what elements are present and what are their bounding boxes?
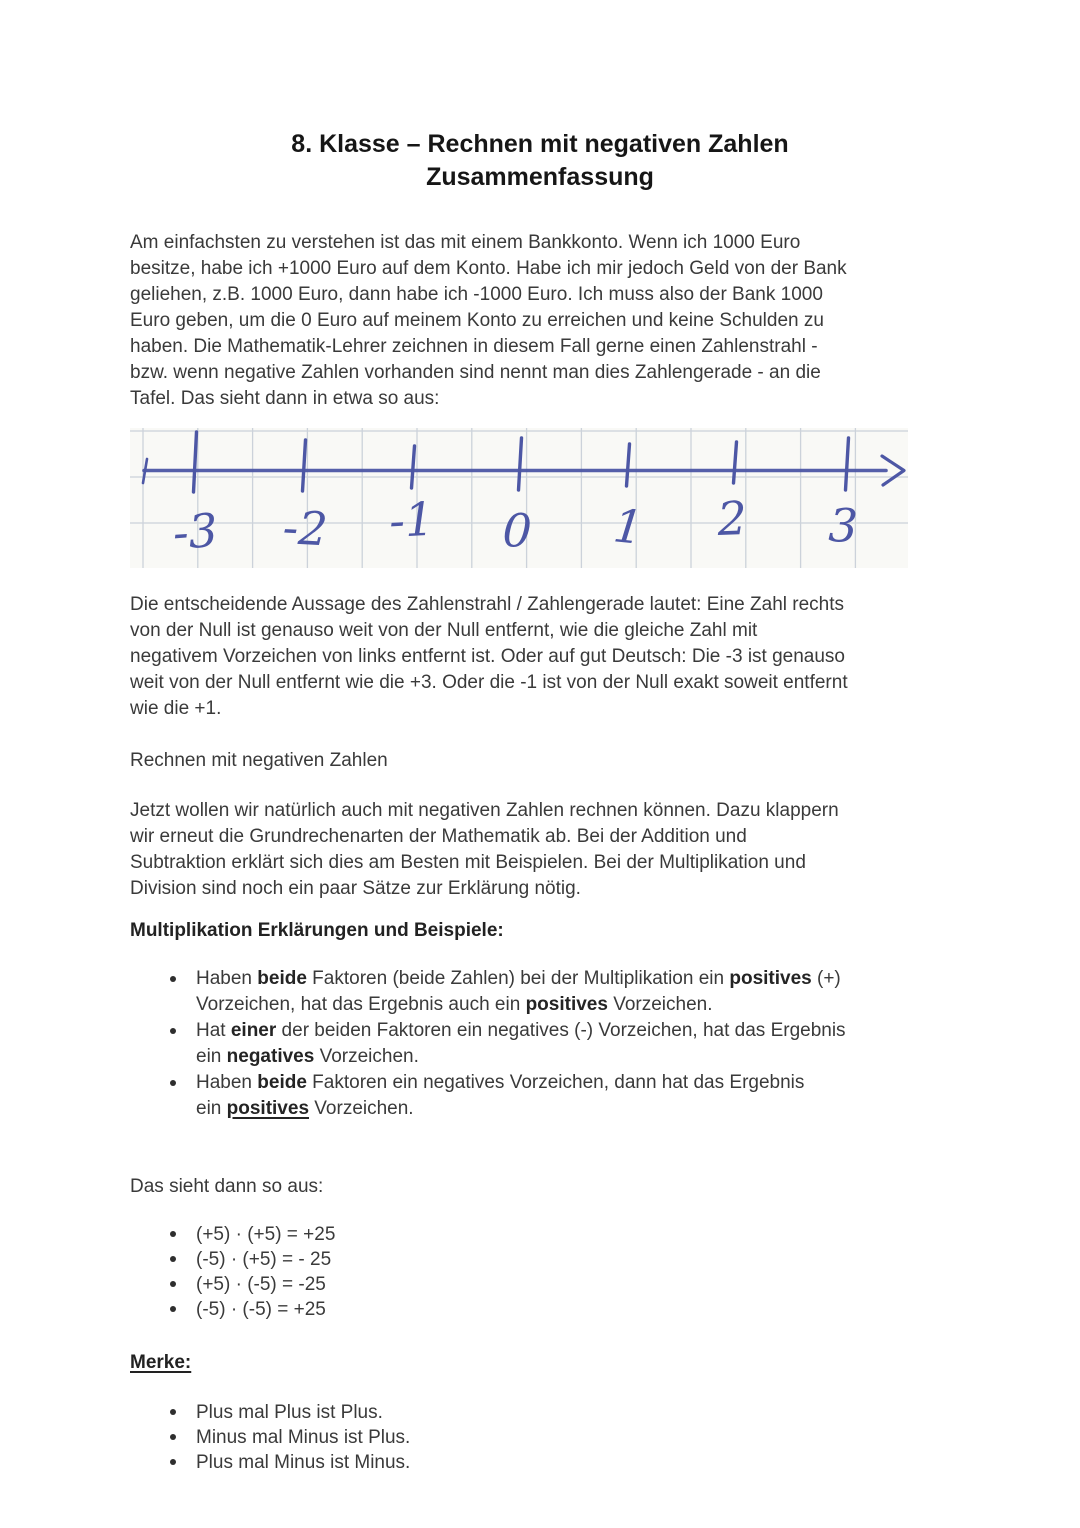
- merke-item: Plus mal Plus ist Plus.: [130, 1400, 950, 1425]
- merke-heading: Merke:: [130, 1352, 192, 1373]
- svg-text:0: 0: [501, 503, 533, 559]
- svg-text:1: 1: [610, 498, 646, 556]
- rule-item: Haben beide Faktoren (beide Zahlen) bei der Multiplikation ein positives (+) Vorzeichen, hat das Ergebnis auch ein positives Vorzeichen.: [130, 966, 950, 1018]
- rule-item: Hat einer der beiden Faktoren ein negatives (-) Vorzeichen, hat das Ergebnis ein negatives Vorzeichen.: [130, 1018, 950, 1070]
- rule-item: Haben beide Faktoren ein negatives Vorzeichen, dann hat das Ergebnis ein positives Vorzeichen.: [130, 1070, 950, 1122]
- merke-item: Minus mal Minus ist Plus.: [130, 1425, 950, 1450]
- multiplication-heading: Multiplikation Erklärungen und Beispiele:: [130, 920, 504, 941]
- subheading: Rechnen mit negativen Zahlen: [130, 750, 388, 771]
- svg-text:-1: -1: [387, 491, 436, 548]
- svg-text:-2: -2: [281, 500, 330, 557]
- svg-text:-3: -3: [171, 502, 220, 560]
- number-line-image: [130, 428, 908, 568]
- examples-intro: Das sieht dann so aus:: [130, 1176, 324, 1197]
- merke-list: [130, 1400, 950, 1475]
- svg-text:3: 3: [827, 498, 859, 554]
- svg-text:2: 2: [716, 491, 748, 546]
- intro-paragraph: Am einfachsten zu verstehen ist das mit einem Bankkonto. Wenn ich 1000 Euro besitze, habe ich +1000 Euro auf dem Konto. Habe ich mir jedoch Geld von der Bank geliehen, z.B. 1000 Euro, dann habe ich -1000 Euro. Ich muss also der Bank 1000 Euro geben, um die 0 Euro auf meinem Konto zu erreichen und keine Schulden zu haben. Die Mathematik-Lehrer zeichnen in diesem Fall gerne einen Zahlenstrahl - bzw. wenn negative Zahlen vorhanden sind nennt man dies Zahlengerade - an die Tafel. Das sieht dann in etwa so aus:: [130, 232, 847, 409]
- page-title-line1: 8. Klasse – Rechnen mit negativen Zahlen: [291, 130, 789, 158]
- examples-list: [130, 1222, 950, 1322]
- page-title-line2: Zusammenfassung: [426, 163, 654, 191]
- explanation-paragraph: Die entscheidende Aussage des Zahlenstrahl / Zahlengerade lautet: Eine Zahl rechts von der Null ist genauso weit von der Null entfernt, wie die gleiche Zahl mit negativem Vorzeichen von links entfernt ist. Oder auf gut Deutsch: Die -3 ist genauso weit von der Null entfernt wie die +3. Oder die -1 ist von der Null exakt soweit entfernt wie die +1.: [130, 594, 848, 719]
- example-item: (-5) · (+5) = - 25: [130, 1247, 950, 1272]
- calc-intro-paragraph: Jetzt wollen wir natürlich auch mit negativen Zahlen rechnen können. Dazu klappern wir erneut die Grundrechenarten der Mathematik ab. Bei der Addition und Subtraktion erklärt sich dies am Besten mit Beispielen. Bei der Multiplikation und Division sind noch ein paar Sätze zur Erklärung nötig.: [130, 800, 839, 899]
- example-item: (+5) · (+5) = +25: [130, 1222, 950, 1247]
- example-item: (+5) · (-5) = -25: [130, 1272, 950, 1297]
- multiplication-rules-list: [130, 966, 950, 1122]
- example-item: (-5) · (-5) = +25: [130, 1297, 950, 1322]
- merke-item: Plus mal Minus ist Minus.: [130, 1450, 950, 1475]
- page-title: [130, 128, 950, 194]
- number-line-figure: [130, 428, 908, 568]
